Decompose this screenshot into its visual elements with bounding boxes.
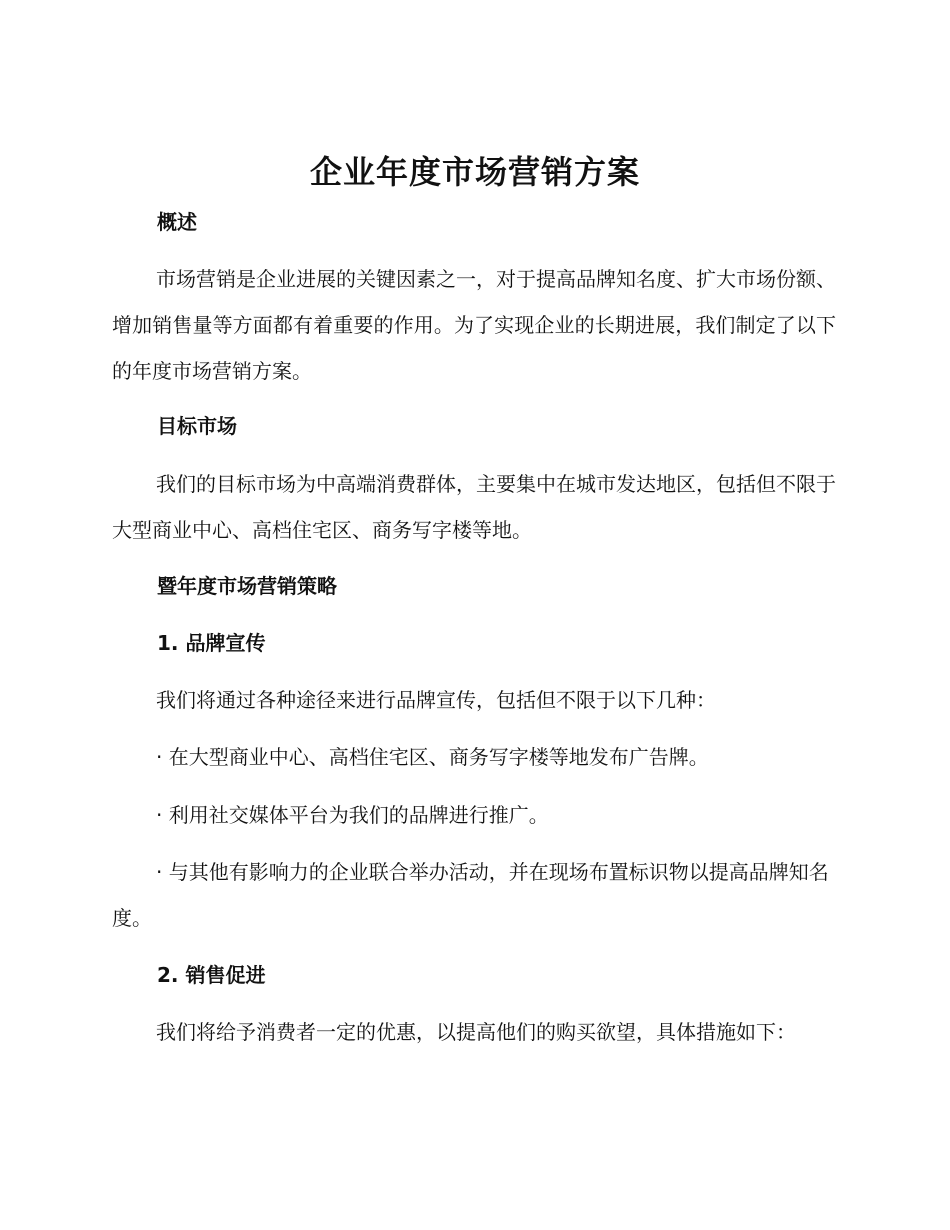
section-heading-target-market: 目标市场 — [157, 414, 237, 438]
section-heading-overview: 概述 — [157, 210, 197, 234]
brand-bullet-item: · 与其他有影响力的企业联合举办活动，并在现场布置标识物以提高品牌知名度。 — [112, 860, 829, 930]
subsection-heading-sales: 2. 销售促进 — [157, 963, 266, 987]
sales-intro-paragraph: 我们将给予消费者一定的优惠，以提高他们的购买欲望，具体措施如下： — [156, 1020, 796, 1044]
brand-bullet-item: · 在大型商业中心、高档住宅区、商务写字楼等地发布广告牌。 — [156, 745, 709, 769]
section-heading-strategy: 暨年度市场营销策略 — [157, 574, 337, 598]
brand-intro-paragraph: 我们将通过各种途径来进行品牌宣传，包括但不限于以下几种： — [156, 688, 716, 712]
document-title: 企业年度市场营销方案 — [309, 153, 640, 191]
overview-paragraph: 市场营销是企业进展的关键因素之一，对于提高品牌知名度、扩大市场份额、增加销售量等方面都有着重要的作用。为了实现企业的长期进展，我们制定了以下的年度市场营销方案。 — [112, 267, 836, 383]
brand-bullet-item: · 利用社交媒体平台为我们的品牌进行推广。 — [156, 803, 549, 827]
target-market-paragraph: 我们的目标市场为中高端消费群体，主要集中在城市发达地区，包括但不限于大型商业中心、高档住宅区、商务写字楼等地。 — [112, 472, 836, 542]
subsection-heading-brand: 1. 品牌宣传 — [157, 631, 266, 655]
